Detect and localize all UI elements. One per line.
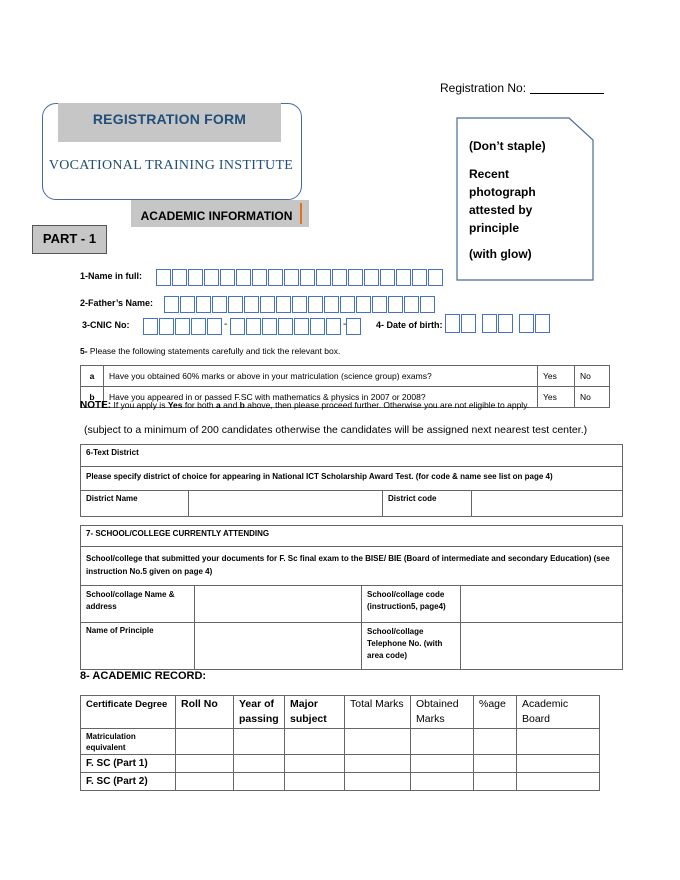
table-cell[interactable]: [411, 755, 474, 773]
table-cell[interactable]: [517, 755, 600, 773]
father-name-label: 2-Father’s Name:: [80, 298, 154, 308]
cnic-part1-boxes[interactable]: [143, 318, 223, 335]
table-cell[interactable]: [234, 773, 285, 791]
table-cell[interactable]: [176, 729, 234, 755]
table-cell[interactable]: [474, 773, 517, 791]
table-cell[interactable]: [345, 755, 411, 773]
test-center-note: (subject to a minimum of 200 candidates otherwise the candidates will be assigned next nearest test center.): [84, 424, 588, 436]
photo-line-5: principle: [469, 221, 520, 235]
table-cell[interactable]: [234, 755, 285, 773]
col-major: Major subject: [285, 696, 345, 729]
registration-number-label: Registration No:: [440, 81, 527, 95]
table-cell[interactable]: [517, 729, 600, 755]
academic-header-row: [81, 696, 600, 729]
academic-record-table: [80, 695, 600, 791]
table-cell[interactable]: [345, 729, 411, 755]
registration-number-field[interactable]: [440, 81, 604, 95]
yes-option[interactable]: Yes: [538, 366, 575, 387]
table-cell[interactable]: [411, 729, 474, 755]
statements-intro: [80, 346, 340, 356]
district-title: 6-Text District: [81, 445, 623, 467]
table-cell[interactable]: [285, 755, 345, 773]
table-cell[interactable]: [474, 729, 517, 755]
school-title: 7- SCHOOL/COLLEGE CURRENTLY ATTENDING: [81, 526, 623, 547]
statements-intro-text: Please the following statements carefully and tick the relevant box.: [87, 346, 341, 356]
cnic-dash-2: -: [343, 319, 347, 330]
academic-record-title: 8- ACADEMIC RECORD:: [80, 670, 207, 682]
col-certificate: Certificate Degree: [81, 696, 176, 729]
statement-key: b: [81, 387, 104, 408]
photo-line-1: (Don’t staple): [469, 139, 546, 153]
school-phone-label: School/collage Telephone No. (with area code): [362, 623, 461, 670]
col-year: Year of passing: [234, 696, 285, 729]
row-label: Matriculation equivalent: [81, 729, 176, 755]
cnic-label: 3-CNIC No:: [82, 320, 130, 330]
col-percentage: %age: [474, 696, 517, 729]
eligibility-note: [80, 400, 529, 411]
section-title: ACADEMIC INFORMATION: [140, 209, 293, 223]
photo-line-4: attested by: [469, 203, 533, 217]
name-label: 1-Name in full:: [80, 271, 143, 281]
district-code-input[interactable]: [472, 491, 623, 517]
note-text: If you apply is: [111, 400, 168, 410]
statement-row-a: [81, 366, 610, 387]
institute-name: VOCATIONAL TRAINING INSTITUTE: [48, 158, 294, 173]
cnic-part2-boxes[interactable]: [230, 318, 342, 335]
table-row: [81, 755, 600, 773]
table-cell[interactable]: [234, 729, 285, 755]
table-cell[interactable]: [176, 755, 234, 773]
statement-key: a: [81, 366, 104, 387]
dob-day-boxes[interactable]: [445, 314, 477, 333]
table-cell[interactable]: [517, 773, 600, 791]
note-text: and: [220, 400, 240, 410]
principal-label: Name of Principle: [81, 623, 195, 670]
table-cell[interactable]: [285, 773, 345, 791]
statement-text: Have you appeared in or passed F.SC with mathematics & physics in 2007 or 2008?: [104, 387, 538, 408]
table-cell[interactable]: [345, 773, 411, 791]
district-name-label: District Name: [81, 491, 189, 517]
table-row: [81, 729, 600, 755]
part-label: PART - 1: [42, 231, 97, 246]
school-name-input[interactable]: [195, 586, 362, 623]
school-instruction: School/college that submitted your documents for F. Sc final exam to the BISE/ BIE (Board of intermediate and secondary Education) (see instruction No.5 given on page 4): [81, 547, 623, 586]
table-cell[interactable]: [285, 729, 345, 755]
cnic-part3-box[interactable]: [346, 318, 362, 335]
note-yes: Yes: [167, 400, 183, 410]
district-table: [80, 444, 623, 517]
registration-number-line[interactable]: [530, 93, 604, 94]
district-instruction: Please specify district of choice for appearing in National ICT Scholarship Award Test. (for code & name see list on page 4): [81, 467, 623, 491]
photo-line-6: (with glow): [469, 247, 532, 261]
table-row: [81, 773, 600, 791]
note-a: a: [216, 400, 221, 410]
school-table: [80, 525, 623, 670]
district-code-label: District code: [383, 491, 472, 517]
note-text: above, then please proceed further. Otherwise you are not eligible to apply.: [244, 400, 530, 410]
photo-line-3: photograph: [469, 185, 536, 199]
row-label: F. SC (Part 1): [81, 755, 176, 773]
form-title: REGISTRATION FORM: [92, 111, 247, 127]
school-code-label: School/collage code (instruction5, page4): [362, 586, 461, 623]
dob-year-boxes[interactable]: [519, 314, 551, 333]
yes-option[interactable]: Yes: [538, 387, 575, 408]
dob-label: 4- Date of birth:: [376, 320, 443, 330]
district-name-input[interactable]: [189, 491, 383, 517]
col-total: Total Marks: [345, 696, 411, 729]
table-cell[interactable]: [411, 773, 474, 791]
col-roll-no: Roll No: [176, 696, 234, 729]
school-name-label: School/collage Name & address: [81, 586, 195, 623]
school-code-input[interactable]: [461, 586, 623, 623]
no-option[interactable]: No: [575, 387, 610, 408]
note-label: NOTE:: [80, 400, 112, 411]
table-cell[interactable]: [176, 773, 234, 791]
name-input-boxes[interactable]: [156, 269, 444, 286]
father-name-input-boxes[interactable]: [164, 296, 436, 313]
note-b: b: [239, 400, 245, 410]
principal-input[interactable]: [195, 623, 362, 670]
dob-month-boxes[interactable]: [482, 314, 514, 333]
cnic-dash-1: -: [224, 319, 228, 330]
row-label: F. SC (Part 2): [81, 773, 176, 791]
school-phone-input[interactable]: [461, 623, 623, 670]
statement-text: Have you obtained 60% marks or above in your matriculation (science group) exams?: [104, 366, 538, 387]
no-option[interactable]: No: [575, 366, 610, 387]
col-board: Academic Board: [517, 696, 600, 729]
note-text: for both: [182, 400, 217, 410]
table-cell[interactable]: [474, 755, 517, 773]
photo-box: [456, 117, 592, 279]
statements-intro-number: 5-: [80, 346, 88, 356]
col-obtained: Obtained Marks: [411, 696, 474, 729]
photo-line-2: Recent: [469, 167, 510, 181]
